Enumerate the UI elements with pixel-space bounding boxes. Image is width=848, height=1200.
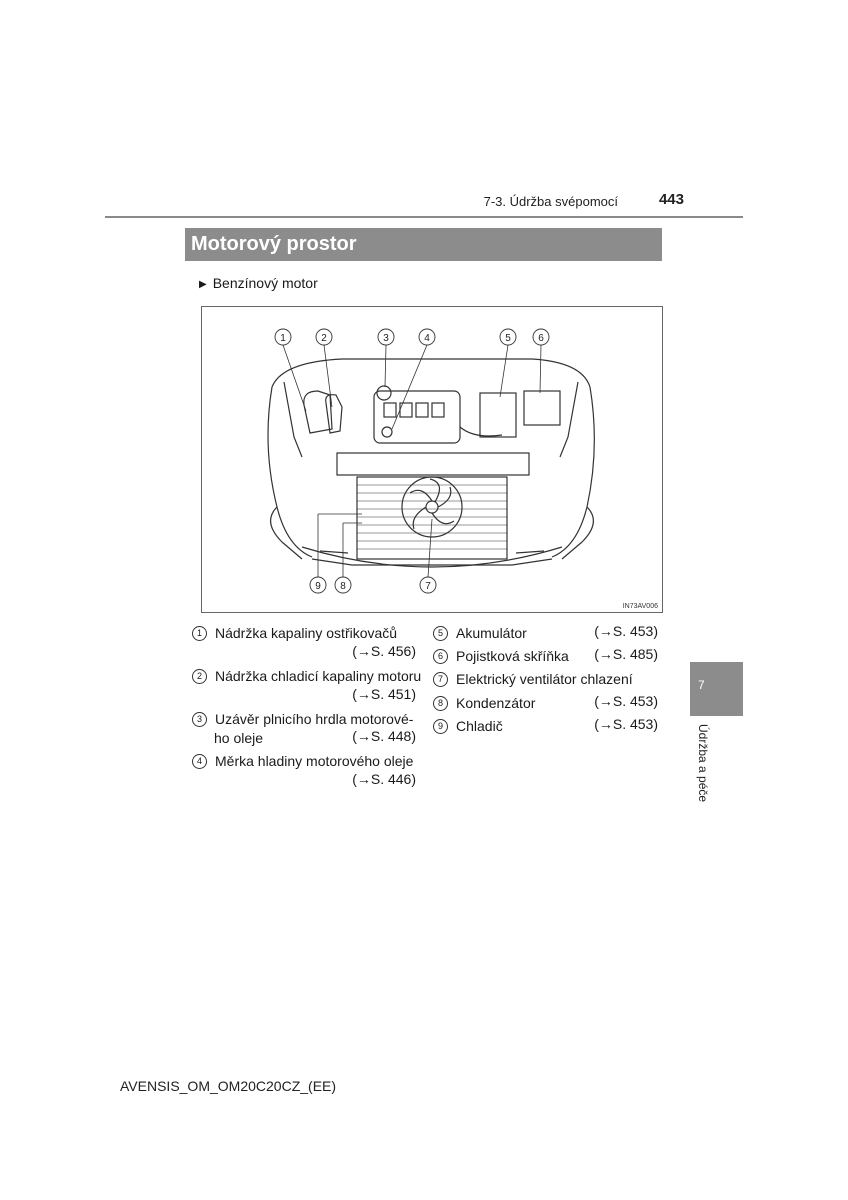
subheading-text: Benzínový motor — [212, 275, 318, 291]
legend-label: Elektrický ventilátor chlazení — [456, 671, 633, 687]
legend-label: Nádržka kapaliny ostřikovačů — [215, 625, 398, 641]
legend-ref-6: (→S. 485) — [594, 646, 658, 662]
callout-6-label: 6 — [538, 333, 544, 344]
legend-item-7 — [433, 669, 633, 689]
number-circle: 3 — [192, 712, 207, 727]
lower-bumper-curve — [302, 547, 562, 567]
legend-ref-9: (→S. 453) — [594, 716, 658, 732]
coil-4 — [432, 403, 444, 417]
number-circle: 6 — [433, 649, 448, 664]
legend-ref-2: (→S. 451) — [352, 686, 416, 702]
bumper-line — [312, 559, 552, 565]
section-title: Motorový prostor — [185, 228, 662, 261]
page-number: 443 — [658, 191, 684, 208]
legend-item-3-cont: ho oleje — [214, 730, 264, 746]
legend-ref-3: (→S. 448) — [352, 728, 416, 744]
legend-item-1 — [192, 623, 397, 643]
number-circle: 7 — [433, 672, 448, 687]
oil-dipstick-handle — [382, 427, 392, 437]
callout-9-label: 9 — [315, 581, 321, 592]
legend-ref-8: (→S. 453) — [594, 693, 658, 709]
legend-label: Nádržka chladicí kapaliny motoru — [215, 668, 422, 684]
coolant-reservoir — [326, 395, 342, 433]
intake-hose — [460, 427, 502, 436]
legend-item-8 — [433, 693, 535, 713]
engine-bay-illustration — [201, 306, 663, 613]
legend-label: Pojistková skříňka — [456, 648, 569, 664]
cooling-fan — [402, 477, 462, 537]
callout-leaders — [283, 345, 541, 577]
number-circle: 2 — [192, 669, 207, 684]
fuse-box — [524, 391, 560, 425]
hood-edge-line — [272, 359, 590, 387]
right-strut — [560, 382, 578, 457]
left-strut — [284, 382, 302, 457]
bullet-triangle-icon: ▶ — [199, 279, 207, 290]
legend-item-6 — [433, 646, 569, 666]
callout-4-label: 4 — [424, 333, 430, 344]
legend-item-9 — [433, 716, 503, 736]
callout-8-label: 8 — [340, 581, 346, 592]
callout-7-label: 7 — [425, 581, 431, 592]
number-circle: 8 — [433, 696, 448, 711]
oil-filler-cap — [377, 386, 391, 400]
legend-label: Akumulátor — [456, 625, 527, 641]
chapter-tab-text: Údržba a péče — [696, 724, 710, 803]
radiator-support — [337, 453, 529, 475]
legend-label: Měrka hladiny motorového oleje — [215, 753, 414, 769]
callout-2-label: 2 — [321, 333, 327, 344]
header-divider — [105, 216, 743, 218]
callout-5-label: 5 — [505, 333, 511, 344]
subheading — [199, 275, 318, 291]
legend-ref-1: (→S. 456) — [352, 643, 416, 659]
number-circle: 4 — [192, 754, 207, 769]
radiator-frame — [357, 477, 507, 559]
battery — [480, 393, 516, 437]
legend-item-3 — [192, 709, 413, 729]
legend-label: Chladič — [456, 718, 503, 734]
chapter-tab-number: 7 — [698, 678, 705, 692]
callout-1-label: 1 — [280, 333, 286, 344]
engine-bay-drawing — [202, 307, 662, 612]
legend-item-4 — [192, 751, 413, 771]
legend-label: Kondenzátor — [456, 695, 536, 711]
figure-code: IN73AV006 — [622, 603, 658, 610]
legend-label: Uzávěr plnicího hrdla motorové- — [215, 711, 414, 727]
number-circle: 1 — [192, 626, 207, 641]
document-footer: AVENSIS_OM_OM20C20CZ_(EE) — [120, 1078, 337, 1094]
right-fender-outline — [552, 387, 594, 557]
number-circle: 5 — [433, 626, 448, 641]
header-section-title: 7-3. Údržba svépomocí — [483, 194, 618, 209]
legend-ref-4: (→S. 446) — [352, 771, 416, 787]
number-circle: 9 — [433, 719, 448, 734]
coil-3 — [416, 403, 428, 417]
callout-3-label: 3 — [383, 333, 389, 344]
legend-item-5 — [433, 623, 527, 643]
legend-item-2 — [192, 666, 421, 686]
legend-ref-5: (→S. 453) — [594, 623, 658, 639]
fan-hub — [426, 501, 438, 513]
coil-1 — [384, 403, 396, 417]
